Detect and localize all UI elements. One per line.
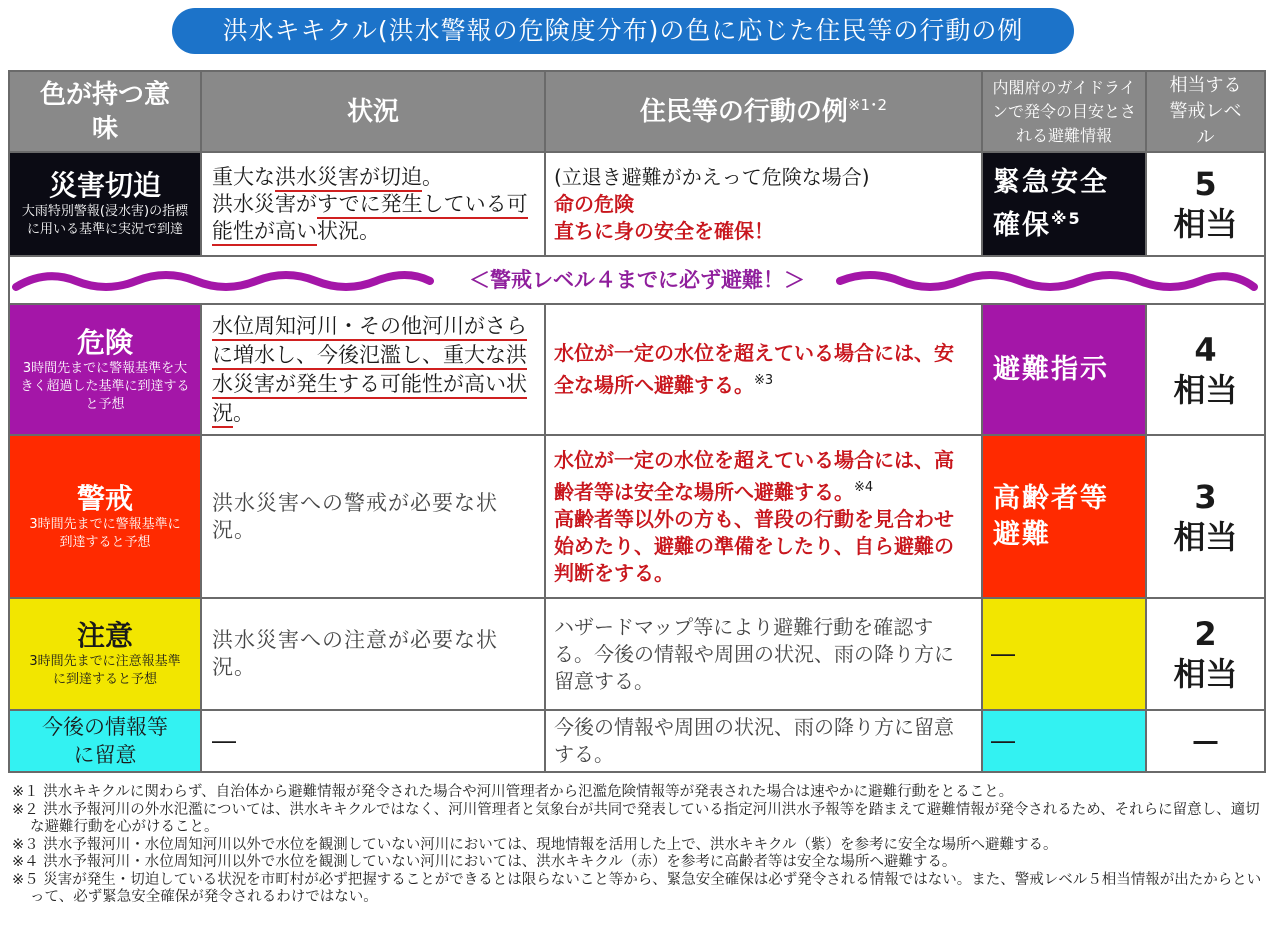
action-cell: ハザードマップ等により避難行動を確認する。今後の情報や周囲の状況、雨の降り方に留意する。 <box>545 598 982 710</box>
status-cell: 重大な洪水災害が切迫。 洪水災害がすでに発生している可能性が高い状況。 <box>201 152 545 256</box>
meaning-cell-stay-informed: 今後の情報等に留意 <box>9 710 201 772</box>
evacuation-info-cell: ― <box>982 710 1146 772</box>
table-header-row <box>9 71 1265 152</box>
action-cell: 水位が一定の水位を超えている場合には、安全な場所へ避難する。$^{※3}$ <box>545 304 982 435</box>
status-cell: 洪水災害への警戒が必要な状況。 <box>201 435 545 598</box>
status-cell: 水位周知河川・その他河川がさらに増水し、今後氾濫し、重大な洪水災害が発生する可能性が高い状況。 <box>201 304 545 435</box>
table-row-level5 <box>9 152 1265 256</box>
meaning-cell-danger: 危険 3時間先までに警報基準を大きく超過した基準に到達すると予想 <box>9 304 201 435</box>
alert-level-cell: 4 相当 <box>1146 304 1265 435</box>
alert-level-cell: ― <box>1146 710 1265 772</box>
evacuation-info-cell: 避難指示 <box>982 304 1146 435</box>
alert-level-cell: 2 相当 <box>1146 598 1265 710</box>
action-cell: (立退き避難がかえって危険な場合) 命の危険 直ちに身の安全を確保！ <box>545 152 982 256</box>
meaning-cell-disaster-imminent: 災害切迫 大雨特別警報(浸水害)の指標に用いる基準に実況で到達 <box>9 152 201 256</box>
status-cell: ― <box>201 710 545 772</box>
header-action: 住民等の行動の例$^{※1･2}$ <box>545 71 982 152</box>
table-row-level2 <box>9 598 1265 710</box>
footnote-2: ※２ 洪水予報河川の外水氾濫については、洪水キキクルではなく、河川管理者と気象台が共同で発表している指定河川洪水予報等を踏まえて避難情報が発令されるため、それらに留意し、適切な避難行動を心がけること。 <box>12 801 1260 835</box>
alert-level-cell: 3 相当 <box>1146 435 1265 598</box>
action-cell: 水位が一定の水位を超えている場合には、高齢者等は安全な場所へ避難する。$^{※4}$ 高齢者等以外の方も、普段の行動を見合わせ始めたり、避難の準備をしたり、自ら避難の判断をする。 <box>545 435 982 598</box>
action-cell: 今後の情報や周囲の状況、雨の降り方に留意する。 <box>545 710 982 772</box>
footnote-5: ※５ 災害が発生・切迫している状況を市町村が必ず把握することができるとは限らないこと等から、緊急安全確保は必ず発令される情報ではない。また、警戒レベル５相当情報が出たからといって、必ず緊急安全確保が発令されるわけではない。 <box>12 871 1262 905</box>
footnote-4: ※４ 洪水予報河川・水位周知河川以外で水位を観測していない河川においては、洪水キキクル（赤）を参考に高齢者等は安全な場所へ避難する。 <box>12 854 957 870</box>
meaning-cell-warning: 警戒 3時間先までに警報基準に到達すると予想 <box>9 435 201 598</box>
table-row-level1 <box>9 710 1265 772</box>
footnote-3: ※３ 洪水予報河川・水位周知河川以外で水位を観測していない河川においては、現地情報を活用した上で、洪水キキクル（紫）を参考に安全な場所へ避難する。 <box>12 836 1058 853</box>
footnote-1: ※１ 洪水キキクルに関わらず、自治体から避難情報が発令された場合や河川管理者から氾濫危険情報等が発表された場合は速やかに避難行動をとること。 <box>12 784 1014 800</box>
evacuation-info-cell: 緊急安全確保$^{※5}$ <box>982 152 1146 256</box>
table-row-level3 <box>9 435 1265 598</box>
alert-level-cell: 5 相当 <box>1146 152 1265 256</box>
header-status: 状況 <box>201 71 545 152</box>
table-row-level4 <box>9 304 1265 435</box>
evacuation-band-row <box>9 256 1265 304</box>
header-meaning: 色が持つ意味 <box>9 71 201 152</box>
header-evacuation-info: 内閣府のガイドラインで発令の目安とされる避難情報 <box>982 71 1146 152</box>
evacuation-info-cell: 高齢者等避難 <box>982 435 1146 598</box>
header-alert-level: 相当する警戒レベル <box>1146 71 1265 152</box>
page-title: 洪水キキクル(洪水警報の危険度分布)の色に応じた住民等の行動の例 <box>172 8 1074 54</box>
evacuation-info-cell: ― <box>982 598 1146 710</box>
footnotes <box>12 784 1262 907</box>
evacuation-band-text: ＜警戒レベル４までに必ず避難！＞ <box>469 268 805 292</box>
meaning-cell-caution: 注意 3時間先までに注意報基準に到達すると予想 <box>9 598 201 710</box>
action-table <box>8 70 1266 773</box>
status-cell: 洪水災害への注意が必要な状況。 <box>201 598 545 710</box>
